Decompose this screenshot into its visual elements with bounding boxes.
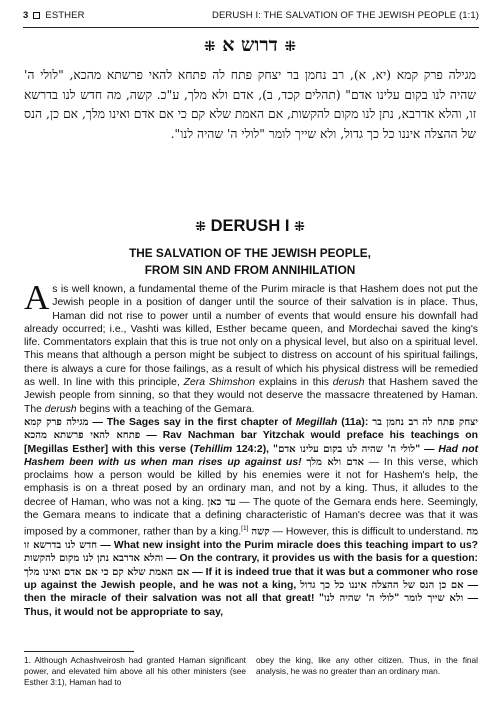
intro-text-b: explains in this xyxy=(258,377,329,389)
translation-em: Had not Hashem been with us when man rises up against us! xyxy=(24,443,479,468)
footnote-column-1: 1. Although Achashveirosh had granted Haman significant power, and elevated him above all his other ministers (see Esther 3:1), Haman had to xyxy=(24,655,246,687)
intro-paragraph xyxy=(24,278,478,416)
commentary: — In this verse, which proclaims how a person would be killed by his enemies were it not for Hashem's help, the emphasis is on a threat posed by an ordinary man, and not by a king. Thus, it alludes to the decree of Haman, who was not a king. xyxy=(24,456,479,508)
header-left xyxy=(23,10,85,21)
hebrew-quote: קשה xyxy=(251,526,270,538)
book-name: ESTHER xyxy=(45,10,85,21)
translation: — then the miracle of their salvation was not all that great! xyxy=(24,580,479,605)
commentary-paragraph xyxy=(24,416,478,619)
commentary: — The quote of the Gemara ends here. Seemingly, the Gemara means to indicate that a defining characteristic of Haman's decree was that it was imposed by a commoner, rather than by a king. xyxy=(24,496,478,538)
footnotes xyxy=(24,655,478,687)
translation-tail: 124:2), xyxy=(236,443,270,455)
footnote-marker[interactable]: [1] xyxy=(241,525,249,533)
derush-term-2: derush xyxy=(44,403,77,415)
translation: — If it is indeed true that it was but a commoner who rose up against the Jewish people, and he was not a king, xyxy=(24,566,478,591)
subtitle xyxy=(0,245,500,279)
hebrew-quote: "לולי ה' שהיה לנו בקום עלינו אדם" xyxy=(272,443,421,455)
translation: — Thus, it would not be appropriate to say, xyxy=(24,593,479,618)
ornament-left-icon: ⁜ xyxy=(195,220,206,235)
commentary: — However, this is difficult to understand. xyxy=(272,526,464,538)
ornament-right-icon: ⁜ xyxy=(294,220,305,235)
hebrew-text: מגילה פרק קמא (יא, א), רב נחמן בר יצחק פתח לה פתחא להאי פרשתא מהכא, "לולי ה' שהיה לנו בקום עלינו אדם" (תהלים קכד, ב), אדם ולא מלך, ע"כ. קשה, מה חדש לנו בדרשא זו, והלא אדרבא, נתן לנו מקום להקשות, אם האמת שלא קם כי אם אדם ואינו מלך, אם כן, הנס של ההצלה איננו כל כך גדול, ולא שייך לומר "לולי ה' שהיה לנו". xyxy=(24,68,476,142)
hebrew-title-text: דרוש א xyxy=(222,34,278,56)
hebrew-quote: רב נחמן בר xyxy=(372,416,419,428)
hebrew-quote: עד כאן xyxy=(207,496,236,508)
derush-term: derush xyxy=(332,377,365,389)
hebrew-quote: והלא אדרבא נתן לנו מקום להקשות xyxy=(24,553,164,565)
square-ornament-icon xyxy=(33,12,40,19)
drop-cap: A xyxy=(24,278,50,317)
intro-text-c: that Hashem saved the Jewish people from sinning, so that they would not deserve the massacre threatened by Haman. The xyxy=(24,377,478,415)
subtitle-line-2: FROM SIN AND FROM ANNIHILATION xyxy=(144,263,356,277)
hebrew-quote: ולא שייך לומר "לולי ה' שהיה לנו" xyxy=(318,593,464,605)
page-number: 3 xyxy=(23,10,29,21)
translation: — What new insight into the Purim miracle does this teaching impart to us? xyxy=(100,540,478,552)
subtitle-line-1: THE SALVATION OF THE JEWISH PEOPLE, xyxy=(129,246,371,260)
hebrew-quote: אדם ולא מלך xyxy=(306,456,364,468)
translation-em: Megillah xyxy=(295,416,338,428)
translation: — On the contrary, it provides us with the basis for a question: xyxy=(166,553,478,565)
hebrew-quote: אם כן הנס של ההצלה איננו כל כך גדול xyxy=(300,580,464,591)
hebrew-quote: מגילה פרק קמא xyxy=(24,416,89,428)
english-title xyxy=(0,217,500,236)
translation: — The Sages say in the first chapter of xyxy=(92,416,292,428)
header-rule xyxy=(23,27,479,28)
hebrew-quote: מה חדש לנו בדרשא זו xyxy=(24,526,479,552)
intro-text-d: begins with a teaching of the Gemara. xyxy=(79,403,255,415)
running-header xyxy=(23,10,479,24)
body-text xyxy=(24,278,479,619)
intro-text: s is well known, a fundamental theme of the Purim miracle is that Hashem does not put the Jewish people in a position of danger until the source of their salvation is in place. Thus, Haman did not rise to power until a number of events that would ensure his downfall had already occurred; i.e., Vashti was killed, Esther became queen, and Mordechai saved the king's life. Commentators explain that this is true not only on a physical level, but also on a spiritual level. This means that although a person might be subject to distress on account of his spiritual failings, there is always a cure for those failings, as a result of which his physical distress will be remedied as well. In line with this principle, xyxy=(24,284,478,389)
hebrew-quote: אם האמת שלא קם כי אם אדם ואינו מלך xyxy=(24,566,190,578)
section-name: DERUSH I: THE SALVATION OF THE JEWISH PEOPLE (1:1) xyxy=(211,10,479,21)
footnote-rule xyxy=(24,651,134,652)
hebrew-quote: יצחק פתח לה פתחא להאי פרשתא מהכא xyxy=(24,416,479,442)
zera-shimshon: Zera Shimshon xyxy=(183,377,256,389)
translation-tail: (11a): xyxy=(341,416,369,428)
translation: — xyxy=(424,443,435,455)
translation: — Rav Nachman bar Yitzchak would preface his teachings on [Megillas Esther] with this verse ( xyxy=(24,430,478,455)
ornament-right-icon: ⁜ xyxy=(203,39,216,55)
english-title-text: DERUSH I xyxy=(210,217,290,235)
hebrew-title xyxy=(0,34,500,57)
translation-em: Tehillim xyxy=(193,443,233,455)
ornament-left-icon: ⁜ xyxy=(284,39,297,55)
footnote-column-2: obey the king, like any other citizen. Thus, in the final analysis, he was no greater than an ordinary man. xyxy=(256,655,478,676)
